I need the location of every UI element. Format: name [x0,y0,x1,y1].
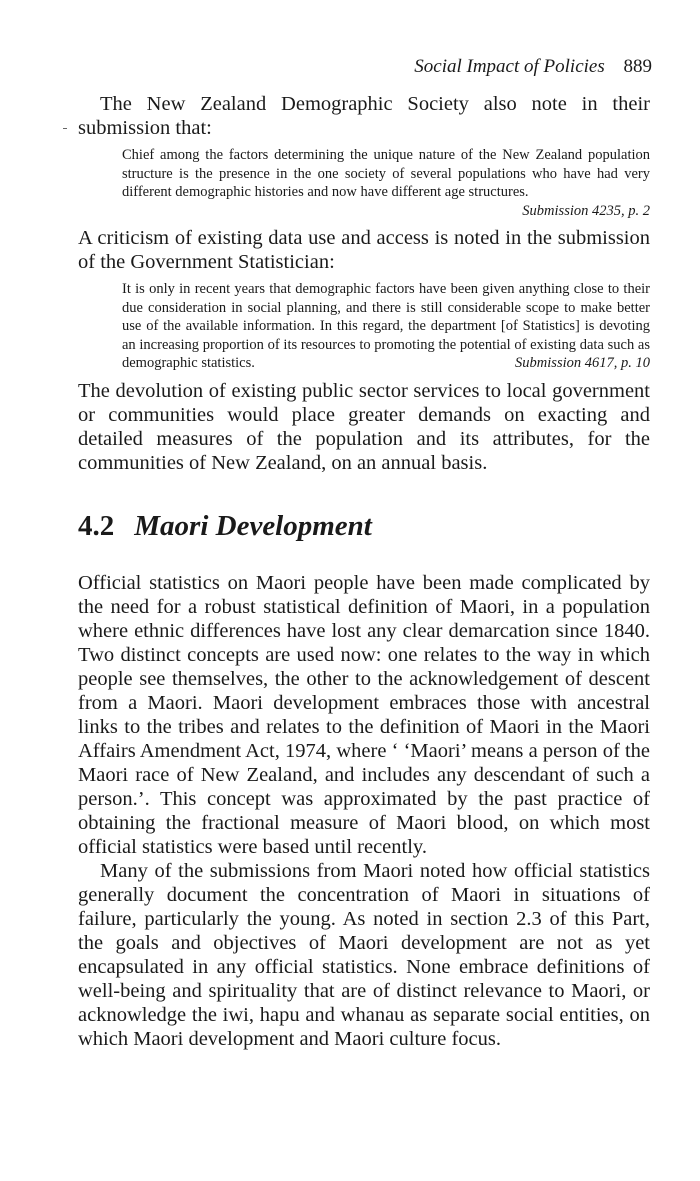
section-paragraph-2: Many of the submissions from Maori noted how official statistics generally document the concentration of Maori in situations of failure, particularly the young. As noted in section 2.3 of this Part, the goals and objectives of Maori development are not as yet encapsulated in any official statistics. None embrace definitions of well-being and spirituality that are of distinct relevance to Maori, or acknowledge the iwi, hapu and whanau as separate social entities, on which Maori development and Maori culture focus. [78,859,650,1050]
page-number: 889 [623,56,652,77]
quote-2-text: It is only in recent years that demographic factors have been given anything close to their due consideration in social planning, and there is still considerable scope to make better use of the available information. In this regard, the department [of Statistics] is devoting an increasing proportion of its resources to promoting the potential of existing data such as demographic statistics. [122,281,650,371]
intro-paragraph-1: The New Zealand Demographic Society also note in their submission that: [78,93,650,139]
quote-1-text: Chief among the factors determining the unique nature of the New Zealand population structure is the presence in the one society of several populations who have had very different demographic histories and now have different age structures. [122,147,650,200]
page-body [78,92,650,1051]
section-number: 4.2 [78,509,115,542]
block-quote-2 [122,280,650,373]
running-title: Social Impact of Policies [414,56,605,77]
intro-paragraph-3: The devolution of existing public sector services to local government or communities would place greater demands on exacting and detailed measures of the population and its attributes, for the communities of New Zealand, on an annual basis. [78,379,650,474]
margin-mark [63,128,67,129]
running-header [414,56,652,78]
intro-paragraph-2: A criticism of existing data use and access is noted in the submission of the Government Statistician: [78,227,650,273]
quote-1-citation: Submission 4235, p. 2 [522,202,650,219]
block-quote-1 [122,146,650,220]
section-title: Maori Development [134,509,372,542]
section-paragraph-1: Official statistics on Maori people have been made complicated by the need for a robust statistical definition of Maori, in a population where ethnic differences have lost any clear demarcation since 1840. Two distinct concepts are used now: one relates to the way in which people see themselves, the other to the acknowledgement of descent from a Maori. Maori development embraces those with ancestral links to the tribes and relates to the definition of Maori in the Maori Affairs Amendment Act, 1974, where ‘ ‘Maori’ means a person of the Maori race of New Zealand, and includes any descendant of such a person.’. This concept was approximated by the past practice of obtaining the fractional measure of Maori blood, on which most official statistics were based until recently. [78,571,650,858]
section-heading [78,509,650,543]
quote-2-citation: Submission 4617, p. 10 [515,355,650,371]
